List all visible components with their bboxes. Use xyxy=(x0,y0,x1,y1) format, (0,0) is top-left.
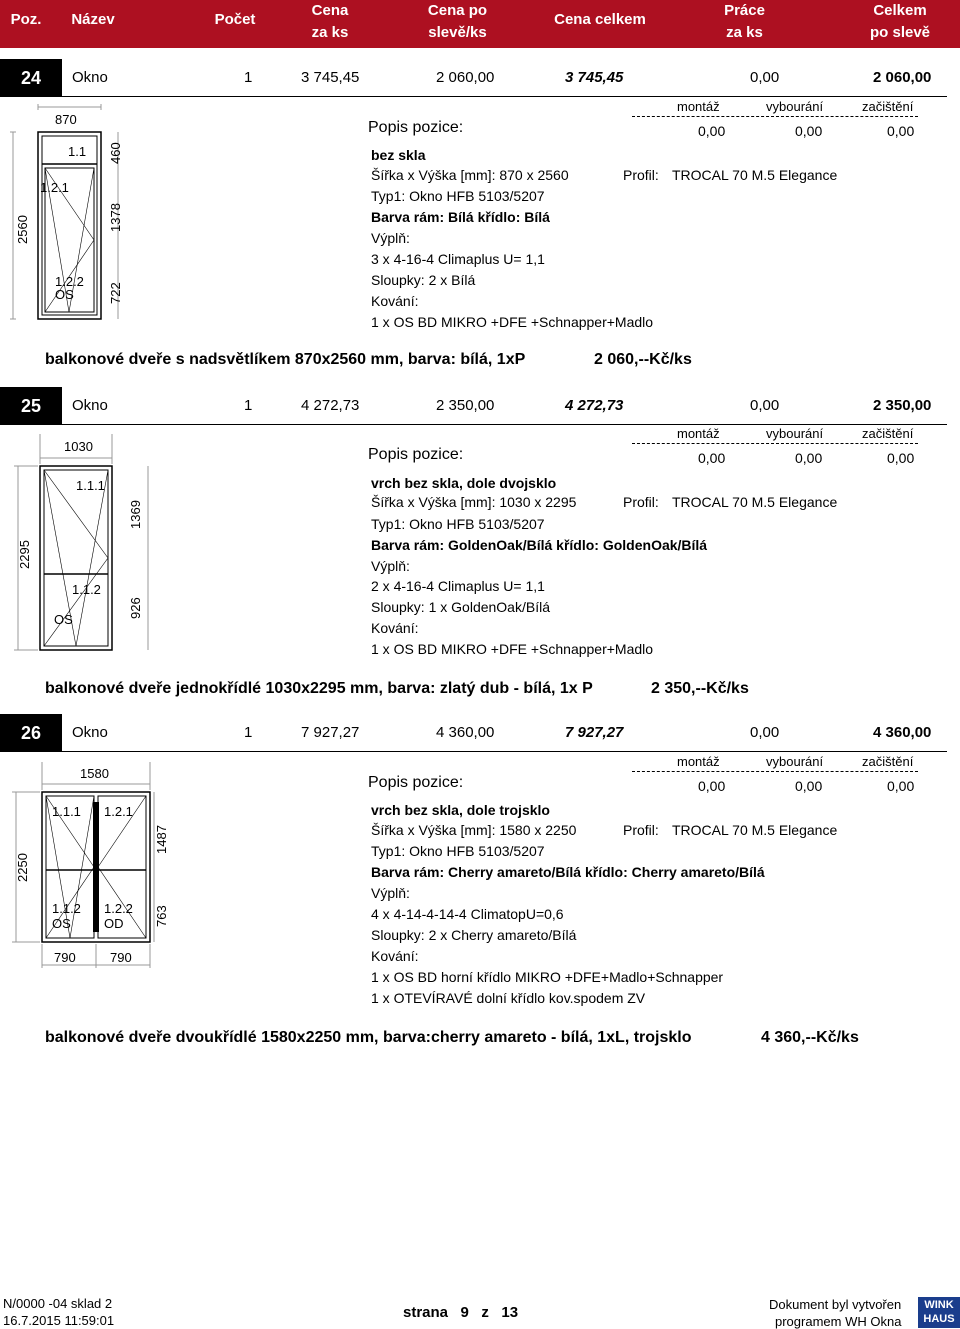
item-total: 3 745,45 xyxy=(565,69,624,86)
work-value: 0,00 xyxy=(698,778,726,794)
item-after-discount: 2 060,00 xyxy=(873,69,932,86)
window-drawing xyxy=(14,434,154,654)
work-label: montáž xyxy=(677,99,720,114)
winkhaus-logo: WINK HAUS xyxy=(918,1297,960,1328)
popis-label: Popis pozice: xyxy=(368,774,464,791)
col-pocet: Počet xyxy=(214,11,256,28)
dim-height: 2560 xyxy=(15,215,30,244)
profil-value: TROCAL 70 M.5 Elegance xyxy=(672,494,838,510)
item-row xyxy=(0,714,960,752)
item-after-discount: 2 350,00 xyxy=(873,397,932,414)
created-by-program: programem WH Okna xyxy=(775,1314,902,1329)
col-cena-po: Cena po slevě/ks xyxy=(427,2,488,41)
item-qty: 1 xyxy=(244,69,253,86)
col-cena: Cena za ks xyxy=(311,2,349,41)
col-celkem-po-sleve: Celkem po slevě xyxy=(869,2,931,41)
divider xyxy=(62,96,947,97)
profil-label: Profil: xyxy=(623,494,659,510)
work-label: vybourání xyxy=(766,754,824,769)
work-label: začištění xyxy=(862,754,914,769)
spec-line: Typ1: Okno HFB 5103/5207 xyxy=(371,516,545,532)
spec-line: 1 x OS BD horní křídlo MIKRO +DFE+Madlo+Schnapper xyxy=(371,969,724,985)
sash-label: 1.1.2 xyxy=(72,582,101,597)
popis-label: Popis pozice: xyxy=(368,446,464,463)
sash-label: 1.1.1 xyxy=(76,478,105,493)
profil-label: Profil: xyxy=(623,822,659,838)
popis-label: Popis pozice: xyxy=(368,119,464,136)
dim-mid: 1378 xyxy=(108,203,123,232)
spec-line: Barva rám: Cherry amareto/Bílá křídlo: Cherry amareto/Bílá xyxy=(371,864,765,880)
divider xyxy=(632,443,918,444)
work-value: 0,00 xyxy=(795,450,823,466)
spec-line: Typ1: Okno HFB 5103/5207 xyxy=(371,843,545,859)
item-summary-price: 2 350,--Kč/ks xyxy=(651,680,749,697)
dim-height: 2250 xyxy=(15,853,30,882)
divider xyxy=(62,751,947,752)
spec-line: Šířka x Výška [mm]: 870 x 2560 xyxy=(371,167,569,183)
item-price: 7 927,27 xyxy=(301,724,360,741)
profil-value: TROCAL 70 M.5 Elegance xyxy=(672,822,838,838)
item-qty: 1 xyxy=(244,724,253,741)
spec-line: bez skla xyxy=(371,147,426,163)
sash-label: 1.2.2 xyxy=(104,901,133,916)
item-name: Okno xyxy=(72,69,108,86)
dim-height: 2295 xyxy=(17,540,32,569)
col-poz: Poz. xyxy=(10,11,42,28)
col-nazev: Název xyxy=(71,11,115,28)
item-discount-price: 2 060,00 xyxy=(436,69,495,86)
work-value: 0,00 xyxy=(795,778,823,794)
dim-width: 870 xyxy=(55,112,77,127)
item-work: 0,00 xyxy=(750,69,780,86)
work-label: montáž xyxy=(677,754,720,769)
item-number: 25 xyxy=(0,387,62,425)
window-drawing xyxy=(12,762,182,972)
spec-line: Šířka x Výška [mm]: 1580 x 2250 xyxy=(371,822,577,838)
col-cena-celkem: Cena celkem xyxy=(554,11,646,28)
spec-line: Sloupky: 2 x Bílá xyxy=(371,272,476,288)
spec-line: Typ1: Okno HFB 5103/5207 xyxy=(371,188,545,204)
page-indicator: strana 9 z 13 xyxy=(403,1304,519,1321)
divider xyxy=(62,424,947,425)
spec-line: Výplň: xyxy=(371,558,410,574)
dim-width: 1030 xyxy=(64,439,93,454)
profil-value: TROCAL 70 M.5 Elegance xyxy=(672,167,838,183)
sash-label: 1.2.1 xyxy=(40,180,69,195)
sash-label: 1.2.2 xyxy=(55,274,84,289)
work-value: 0,00 xyxy=(795,123,823,139)
created-by: Dokument byl vytvořen xyxy=(769,1297,902,1312)
spec-line: Barva rám: GoldenOak/Bílá křídlo: GoldenOak/Bílá xyxy=(371,537,708,553)
document-datetime: 16.7.2015 11:59:01 xyxy=(3,1313,115,1328)
item-number: 26 xyxy=(0,714,62,752)
sash-label: 1.1.2 xyxy=(52,901,81,916)
item-summary: balkonové dveře jednokřídlé 1030x2295 mm, barva: zlatý dub - bílá, 1x P xyxy=(45,680,593,697)
sash-label: 1.2.1 xyxy=(104,804,133,819)
dim-top: 1369 xyxy=(128,500,143,529)
item-after-discount: 4 360,00 xyxy=(873,724,932,741)
item-qty: 1 xyxy=(244,397,253,414)
sash-label: OS xyxy=(55,287,74,302)
spec-line: 3 x 4-16-4 Climaplus U= 1,1 xyxy=(371,251,545,267)
spec-line: 1 x OS BD MIKRO +DFE +Schnapper+Madlo xyxy=(371,314,654,330)
spec-line: vrch bez skla, dole trojsklo xyxy=(371,802,550,818)
divider xyxy=(632,116,918,117)
sash-label: 1.1.1 xyxy=(52,804,81,819)
spec-line: Kování: xyxy=(371,620,419,636)
item-summary: balkonové dveře dvoukřídlé 1580x2250 mm, barva:cherry amareto - bílá, 1xL, trojsklo xyxy=(45,1029,692,1046)
spec-line: 1 x OTEVÍRAVÉ dolní křídlo kov.spodem ZV xyxy=(371,990,646,1006)
item-total: 4 272,73 xyxy=(565,397,624,414)
item-total: 7 927,27 xyxy=(565,724,624,741)
divider xyxy=(632,771,918,772)
work-value: 0,00 xyxy=(698,450,726,466)
work-value: 0,00 xyxy=(887,450,915,466)
spec-line: Výplň: xyxy=(371,230,410,246)
item-price: 4 272,73 xyxy=(301,397,360,414)
dim-sash-width: 790 xyxy=(54,950,76,965)
table-header xyxy=(0,0,960,48)
spec-line: Barva rám: Bílá křídlo: Bílá xyxy=(371,209,550,225)
work-label: vybourání xyxy=(766,426,824,441)
spec-line: 1 x OS BD MIKRO +DFE +Schnapper+Madlo xyxy=(371,641,654,657)
item-number: 24 xyxy=(0,59,62,97)
item-name: Okno xyxy=(72,724,108,741)
dim-top: 460 xyxy=(108,142,123,164)
sash-label: OS xyxy=(52,916,71,931)
work-value: 0,00 xyxy=(698,123,726,139)
sash-label: OS xyxy=(54,612,73,627)
dim-width: 1580 xyxy=(80,766,109,781)
item-summary-price: 4 360,--Kč/ks xyxy=(761,1029,859,1046)
spec-line: Šířka x Výška [mm]: 1030 x 2295 xyxy=(371,494,577,510)
item-row xyxy=(0,59,960,97)
dim-bottom: 763 xyxy=(154,905,169,927)
sash-label: 1.1 xyxy=(68,144,87,159)
col-prace: Práce za ks xyxy=(724,2,765,41)
item-work: 0,00 xyxy=(750,724,780,741)
item-summary-price: 2 060,--Kč/ks xyxy=(594,351,692,368)
item-discount-price: 4 360,00 xyxy=(436,724,495,741)
item-work: 0,00 xyxy=(750,397,780,414)
item-row xyxy=(0,387,960,425)
work-value: 0,00 xyxy=(887,123,915,139)
work-label: začištění xyxy=(862,426,914,441)
item-discount-price: 2 350,00 xyxy=(436,397,495,414)
window-drawing xyxy=(10,104,130,324)
spec-line: Kování: xyxy=(371,293,419,309)
work-label: vybourání xyxy=(766,99,824,114)
item-price: 3 745,45 xyxy=(301,69,360,86)
spec-line: Kování: xyxy=(371,948,419,964)
dim-bottom: 926 xyxy=(128,597,143,619)
work-label: montáž xyxy=(677,426,720,441)
sash-label: OD xyxy=(104,916,124,931)
spec-line: 2 x 4-16-4 Climaplus U= 1,1 xyxy=(371,578,545,594)
spec-line: Výplň: xyxy=(371,885,410,901)
dim-bottom: 722 xyxy=(108,282,123,304)
work-value: 0,00 xyxy=(887,778,915,794)
document-id: N/0000 -04 sklad 2 xyxy=(3,1296,113,1311)
spec-line: 4 x 4-14-4-14-4 ClimatopU=0,6 xyxy=(371,906,564,922)
spec-line: Sloupky: 1 x GoldenOak/Bílá xyxy=(371,599,550,615)
dim-sash-width: 790 xyxy=(110,950,132,965)
dim-top: 1487 xyxy=(154,825,169,854)
work-label: začištění xyxy=(862,99,914,114)
spec-line: Sloupky: 2 x Cherry amareto/Bílá xyxy=(371,927,577,943)
profil-label: Profil: xyxy=(623,167,659,183)
spec-line: vrch bez skla, dole dvojsklo xyxy=(371,475,557,491)
item-summary: balkonové dveře s nadsvětlíkem 870x2560 mm, barva: bílá, 1xP xyxy=(45,351,526,368)
item-name: Okno xyxy=(72,397,108,414)
